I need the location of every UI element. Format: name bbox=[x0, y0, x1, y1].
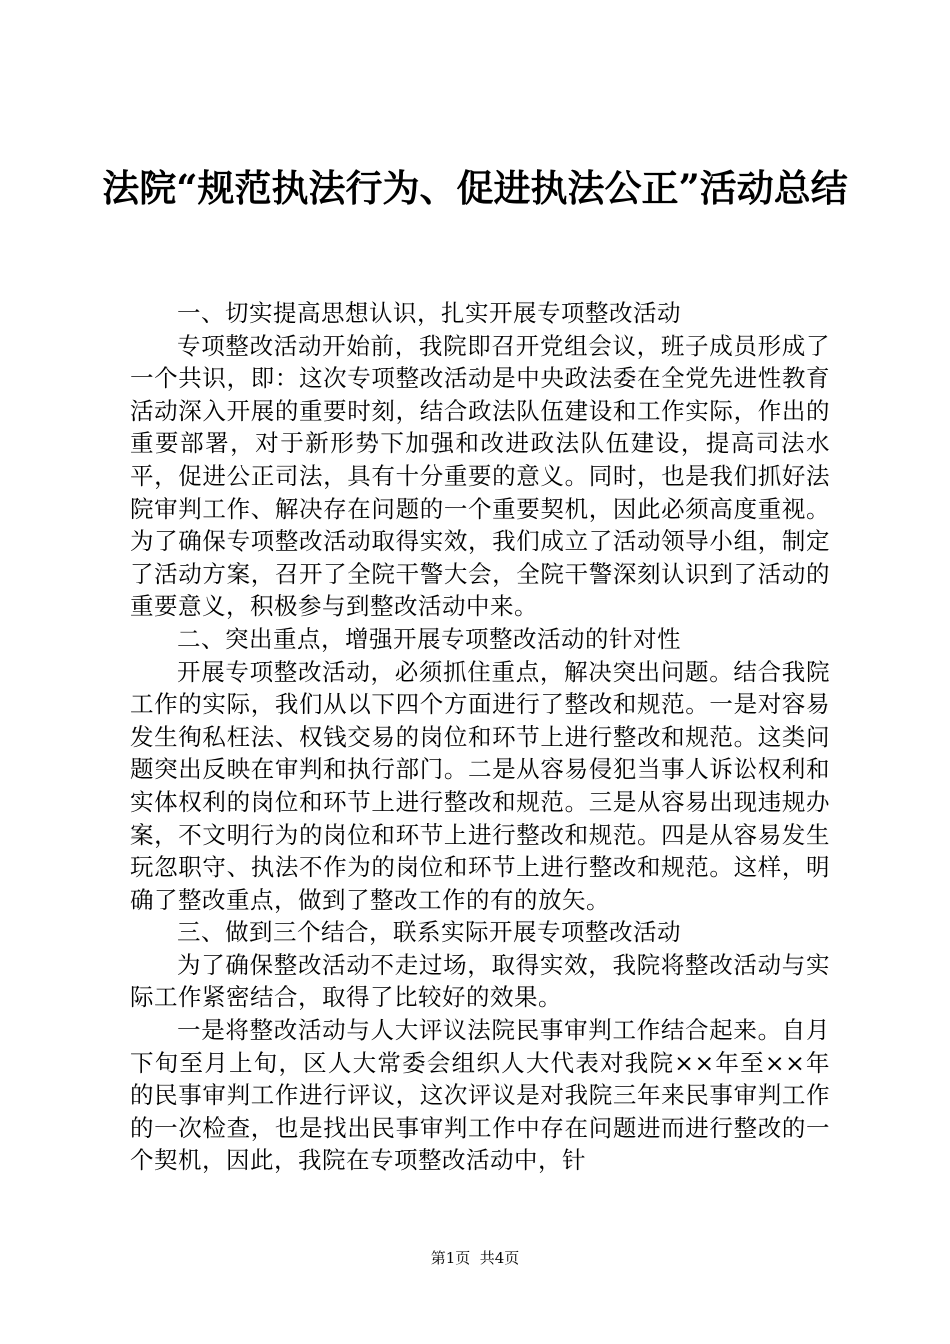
body-paragraph: 专项整改活动开始前，我院即召开党组会议，班子成员形成了一个共识，即：这次专项整改活动是中央政法委在全党先进性教育活动深入开展的重要时刻，结合政法队伍建设和工作实际，作出的重要部署，对于新形势下加强和改进政法队伍建设，提高司法水平，促进公正司法，具有十分重要的意义。同时，也是我们抓好法院审判工作、解决存在问题的一个重要契机，因此必须高度重视。为了确保专项整改活动取得实效，我们成立了活动领导小组，制定了活动方案，召开了全院干警大会，全院干警深刻认识到了活动的重要意义，积极参与到整改活动中来。 bbox=[130, 331, 830, 621]
section-heading-1: 一、切实提高思想认识，扎实开展专项整改活动 bbox=[177, 299, 681, 327]
page-number: 第1页 共4页 bbox=[430, 1249, 520, 1267]
document-title: 法院“规范执法行为、促进执法公正”活动总结 bbox=[102, 166, 848, 210]
page-footer bbox=[0, 1247, 950, 1268]
body-paragraph: 为了确保整改活动不走过场，取得实效，我院将整改活动与实际工作紧密结合，取得了比较好的效果。 bbox=[130, 950, 830, 1012]
body-paragraph: 开展专项整改活动，必须抓住重点，解决突出问题。结合我院工作的实际，我们从以下四个方面进行了整改和规范。一是对容易发生徇私枉法、权钱交易的岗位和环节上进行整改和规范。这类问题突出反映在审判和执行部门。二是从容易侵犯当事人诉讼权利和实体权利的岗位和环节上进行整改和规范。三是从容易出现违规办案，不文明行为的岗位和环节上进行整改和规范。四是从容易发生玩忽职守、执法不作为的岗位和环节上进行整改和规范。这样，明确了整改重点，做到了整改工作的有的放矢。 bbox=[130, 657, 830, 914]
section-heading-3: 三、做到三个结合，联系实际开展专项整改活动 bbox=[177, 918, 681, 947]
body-paragraph: 一是将整改活动与人大评议法院民事审判工作结合起来。自月下旬至月上旬，区人大常委会组织人大代表对我院××年至××年的民事审判工作进行评议，这次评议是对我院三年来民事审判工作的一次检查，也是找出民事审判工作中存在问题进而进行整改的一个契机，因此，我院在专项整改活动中，针 bbox=[130, 1016, 830, 1175]
section-heading-2: 二、突出重点，增强开展专项整改活动的针对性 bbox=[177, 624, 681, 653]
document-body bbox=[130, 297, 830, 1177]
